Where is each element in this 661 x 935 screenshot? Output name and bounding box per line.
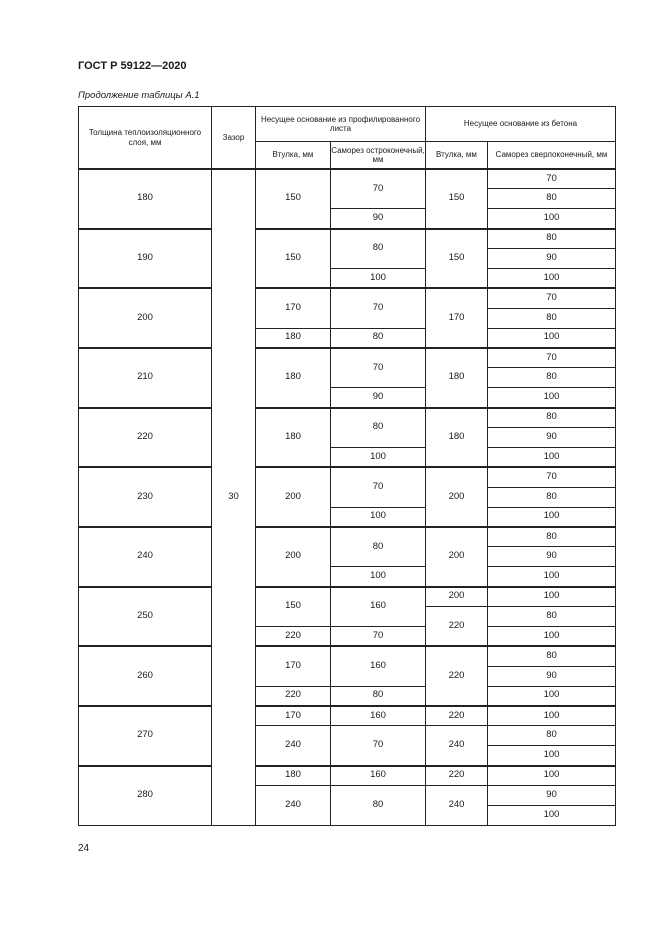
cell-screw-drill: 70 bbox=[488, 348, 616, 368]
cell-screw-pointed: 100 bbox=[331, 507, 426, 527]
cell-thickness: 240 bbox=[79, 527, 212, 587]
cell-screw-drill: 100 bbox=[488, 626, 616, 646]
cell-sleeve-profiled: 220 bbox=[256, 686, 331, 706]
cell-screw-pointed: 80 bbox=[331, 408, 426, 448]
cell-screw-drill: 100 bbox=[488, 328, 616, 348]
cell-screw-drill: 100 bbox=[488, 806, 616, 826]
table-body bbox=[79, 169, 616, 825]
table-caption: Продолжение таблицы А.1 bbox=[78, 90, 200, 101]
cell-screw-drill: 80 bbox=[488, 408, 616, 428]
cell-thickness: 230 bbox=[79, 467, 212, 527]
cell-screw-drill: 80 bbox=[488, 607, 616, 627]
cell-screw-drill: 80 bbox=[488, 189, 616, 209]
cell-thickness: 260 bbox=[79, 646, 212, 706]
cell-sleeve-concrete: 240 bbox=[426, 786, 488, 826]
cell-thickness: 220 bbox=[79, 408, 212, 468]
cell-screw-drill: 80 bbox=[488, 308, 616, 328]
cell-sleeve-concrete: 240 bbox=[426, 726, 488, 766]
cell-sleeve-concrete: 220 bbox=[426, 607, 488, 647]
cell-screw-drill: 100 bbox=[488, 388, 616, 408]
cell-screw-drill: 100 bbox=[488, 746, 616, 766]
cell-sleeve-concrete: 220 bbox=[426, 646, 488, 706]
cell-screw-drill: 70 bbox=[488, 169, 616, 189]
cell-screw-drill: 80 bbox=[488, 726, 616, 746]
cell-screw-drill: 80 bbox=[488, 229, 616, 249]
cell-screw-pointed: 160 bbox=[331, 646, 426, 686]
table-row bbox=[79, 169, 616, 189]
cell-screw-pointed: 70 bbox=[331, 288, 426, 328]
cell-screw-pointed: 70 bbox=[331, 467, 426, 507]
table-row bbox=[79, 706, 616, 726]
header-screw-pointed: Саморез остроконечный, мм bbox=[331, 142, 426, 170]
cell-screw-pointed: 160 bbox=[331, 706, 426, 726]
cell-screw-drill: 80 bbox=[488, 527, 616, 547]
cell-screw-drill: 90 bbox=[488, 666, 616, 686]
cell-sleeve-profiled: 180 bbox=[256, 766, 331, 786]
cell-thickness: 190 bbox=[79, 229, 212, 289]
document-title: ГОСТ Р 59122—2020 bbox=[78, 60, 187, 72]
table-row bbox=[79, 408, 616, 428]
cell-sleeve-profiled: 150 bbox=[256, 169, 331, 229]
cell-screw-drill: 90 bbox=[488, 547, 616, 567]
cell-screw-pointed: 100 bbox=[331, 447, 426, 467]
cell-screw-drill: 100 bbox=[488, 686, 616, 706]
cell-sleeve-concrete: 220 bbox=[426, 706, 488, 726]
cell-screw-drill: 100 bbox=[488, 587, 616, 607]
cell-screw-drill: 80 bbox=[488, 646, 616, 666]
cell-thickness: 270 bbox=[79, 706, 212, 766]
cell-screw-pointed: 80 bbox=[331, 686, 426, 706]
cell-sleeve-profiled: 240 bbox=[256, 726, 331, 766]
cell-sleeve-concrete: 200 bbox=[426, 587, 488, 607]
table-row bbox=[79, 646, 616, 666]
cell-screw-pointed: 80 bbox=[331, 328, 426, 348]
header-sleeve-concrete: Втулка, мм bbox=[426, 142, 488, 170]
cell-screw-pointed: 70 bbox=[331, 626, 426, 646]
cell-sleeve-concrete: 180 bbox=[426, 408, 488, 468]
cell-screw-pointed: 70 bbox=[331, 169, 426, 209]
cell-screw-drill: 100 bbox=[488, 507, 616, 527]
cell-sleeve-profiled: 200 bbox=[256, 527, 331, 587]
table-row bbox=[79, 467, 616, 487]
table-row bbox=[79, 288, 616, 308]
cell-screw-pointed: 70 bbox=[331, 726, 426, 766]
cell-thickness: 280 bbox=[79, 766, 212, 826]
table-row bbox=[79, 587, 616, 607]
cell-sleeve-concrete: 150 bbox=[426, 169, 488, 229]
cell-sleeve-concrete: 170 bbox=[426, 288, 488, 348]
cell-screw-pointed: 80 bbox=[331, 786, 426, 826]
cell-gap: 30 bbox=[212, 169, 256, 825]
cell-screw-pointed: 70 bbox=[331, 348, 426, 388]
cell-sleeve-profiled: 180 bbox=[256, 328, 331, 348]
cell-screw-pointed: 100 bbox=[331, 268, 426, 288]
cell-sleeve-profiled: 170 bbox=[256, 288, 331, 328]
cell-screw-drill: 100 bbox=[488, 447, 616, 467]
header-concrete-group: Несущее основание из бетона bbox=[426, 107, 616, 142]
cell-sleeve-profiled: 170 bbox=[256, 646, 331, 686]
cell-sleeve-concrete: 220 bbox=[426, 766, 488, 786]
cell-sleeve-concrete: 200 bbox=[426, 527, 488, 587]
header-screw-drill: Саморез сверлоконечный, мм bbox=[488, 142, 616, 170]
cell-sleeve-profiled: 180 bbox=[256, 408, 331, 468]
cell-screw-pointed: 90 bbox=[331, 209, 426, 229]
header-sleeve-profiled: Втулка, мм bbox=[256, 142, 331, 170]
header-profiled-group: Несущее основание из профилированного листа bbox=[256, 107, 426, 142]
cell-screw-drill: 90 bbox=[488, 786, 616, 806]
cell-screw-pointed: 160 bbox=[331, 766, 426, 786]
cell-screw-drill: 100 bbox=[488, 268, 616, 288]
cell-screw-drill: 80 bbox=[488, 487, 616, 507]
cell-screw-drill: 90 bbox=[488, 428, 616, 448]
cell-screw-drill: 90 bbox=[488, 249, 616, 269]
cell-sleeve-concrete: 150 bbox=[426, 229, 488, 289]
page-number: 24 bbox=[78, 843, 90, 854]
cell-screw-pointed: 80 bbox=[331, 229, 426, 269]
cell-screw-drill: 70 bbox=[488, 467, 616, 487]
cell-thickness: 200 bbox=[79, 288, 212, 348]
cell-screw-drill: 100 bbox=[488, 706, 616, 726]
cell-screw-pointed: 100 bbox=[331, 567, 426, 587]
header-gap: Зазор bbox=[212, 107, 256, 170]
cell-sleeve-profiled: 170 bbox=[256, 706, 331, 726]
cell-screw-drill: 100 bbox=[488, 766, 616, 786]
header-thickness: Толщина теплоизоляционного слоя, мм bbox=[79, 107, 212, 170]
cell-sleeve-profiled: 220 bbox=[256, 626, 331, 646]
cell-thickness: 210 bbox=[79, 348, 212, 408]
data-table bbox=[78, 106, 616, 826]
cell-screw-pointed: 90 bbox=[331, 388, 426, 408]
cell-thickness: 180 bbox=[79, 169, 212, 229]
cell-screw-drill: 100 bbox=[488, 567, 616, 587]
table-row bbox=[79, 527, 616, 547]
cell-screw-pointed: 160 bbox=[331, 587, 426, 627]
table-row bbox=[79, 348, 616, 368]
table-row bbox=[79, 229, 616, 249]
cell-sleeve-concrete: 200 bbox=[426, 467, 488, 527]
cell-screw-drill: 80 bbox=[488, 368, 616, 388]
cell-thickness: 250 bbox=[79, 587, 212, 647]
cell-screw-drill: 100 bbox=[488, 209, 616, 229]
cell-sleeve-profiled: 150 bbox=[256, 229, 331, 289]
cell-sleeve-profiled: 150 bbox=[256, 587, 331, 627]
cell-sleeve-profiled: 200 bbox=[256, 467, 331, 527]
table-row bbox=[79, 766, 616, 786]
cell-screw-pointed: 80 bbox=[331, 527, 426, 567]
cell-sleeve-concrete: 180 bbox=[426, 348, 488, 408]
cell-sleeve-profiled: 240 bbox=[256, 786, 331, 826]
cell-sleeve-profiled: 180 bbox=[256, 348, 331, 408]
cell-screw-drill: 70 bbox=[488, 288, 616, 308]
